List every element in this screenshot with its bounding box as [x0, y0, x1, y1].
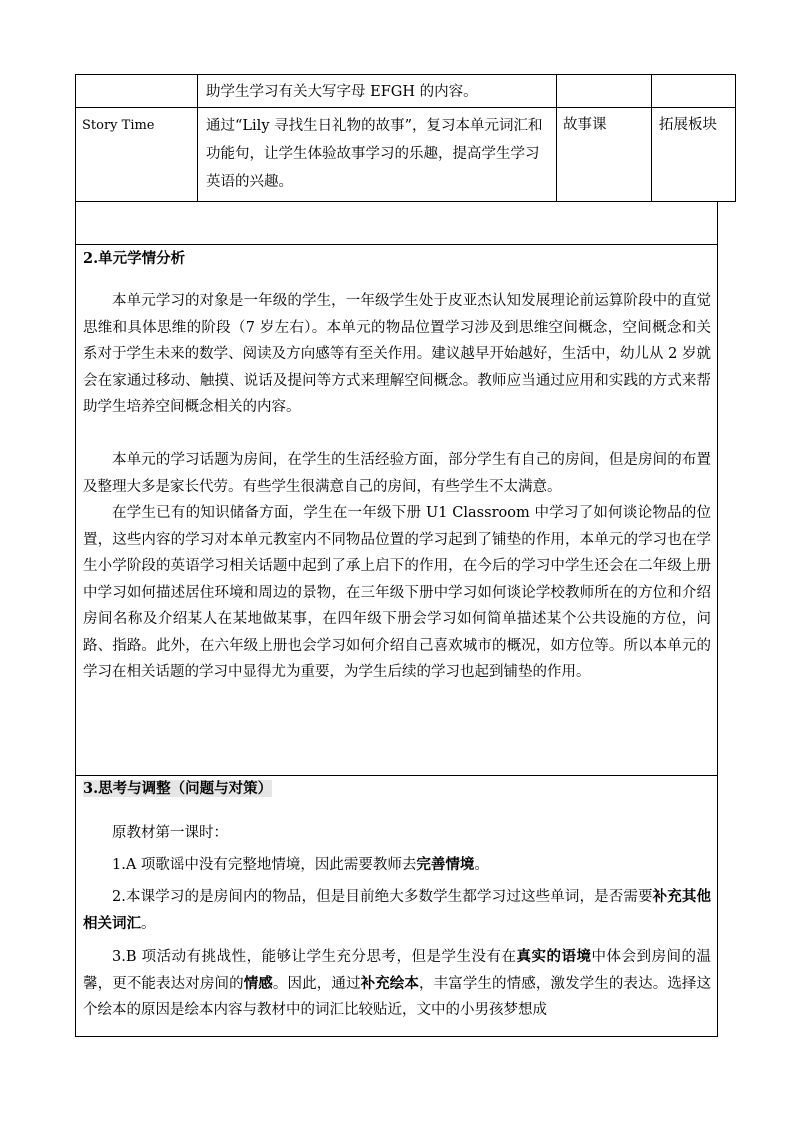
emphasis-text: 完善情境	[416, 856, 475, 873]
section-heading	[83, 778, 272, 800]
table-cell-module: 拓展板块	[659, 117, 717, 133]
emphasis-text: 补充其他相关词汇	[83, 888, 711, 932]
list-item	[83, 944, 711, 1024]
paragraph: 原教材第一课时：	[112, 825, 228, 841]
table-line	[75, 201, 736, 202]
text-run: 。	[474, 857, 489, 873]
text-run: 中体会到房间的温馨，更不能表达对房间的	[83, 949, 712, 992]
text-run: 2.本课学习的是房间内的物品，但是目前绝大多数学生都学习过这些单词，是否需要	[112, 889, 653, 905]
table-line	[735, 74, 736, 202]
paragraph: 本单元的学习话题为房间，在学生的生活经验方面，部分学生有自己的房间，但是房间的布置及整理大多是家长代劳。有些学生很满意自己的房间，有些学生不太满意。	[83, 452, 711, 495]
table-line	[75, 74, 736, 75]
text-run: ，丰富学生的情感，激发学生的表达。选择这个绘本的原因是绘本内容与教材中的词汇比较贴近，文中的小男孩梦想成	[83, 975, 712, 1018]
text-run: 1.A 项歌谣中没有完整地情境，因此需要教师去	[112, 857, 417, 873]
table-line	[75, 775, 718, 776]
table-line	[75, 74, 76, 1037]
text-run: 3.B 项活动有挑战性，能够让学生充分思考，但是学生没有在	[112, 949, 517, 965]
section-heading-text: 3.思考与调整（问题与对策）	[83, 780, 273, 797]
section-heading: 2.单元学情分析	[83, 250, 186, 267]
text-run: 。因此，通过	[272, 975, 361, 992]
table-line	[75, 107, 736, 108]
emphasis-text: 补充绘本	[360, 974, 419, 992]
paragraph: 本单元学习的对象是一年级的学生，一年级学生处于皮亚杰认知发展理论前运算阶段中的直觉思维和具体思维的阶段（7 岁左右）。本单元的物品位置学习涉及到思维空间概念，空间概念和关系对于学生未来的数学、阅读及方向感等有至关作用。建议越早开始越好，生活中，幼儿从 2 岁就会在家通过移动、触摸、说话及提问等方式来理解空间概念。教师应当通过应用和实践的方式来帮助学生培养空间概念相关的内容。	[83, 293, 711, 415]
table-line	[75, 1036, 718, 1037]
text-run: 。	[141, 915, 156, 932]
table-line	[556, 74, 557, 202]
paragraph: 在学生已有的知识储备方面，学生在一年级下册 U1 Classroom 中学习了如何谈论物品的位置，这些内容的学习对本单元教室内不同物品位置的学习起到了铺垫的作用，本单元的学习也在学生小学阶段的英语学习相关话题中起到了承上启下的作用，在今后的学习中学生还会在二年级上册中学习如何描述居住环境和周边的景物，在三年级下册中学习如何谈论学校教师所在的方位和介绍房间名称及介绍某人在某地做某事，在四年级下册会学习如何简单描述某个公共设施的方位，问路、指路。此外，在六年级上册也会学习如何介绍自己喜欢城市的概况，如方位等。所以本单元的学习在相关话题的学习中显得尤为重要，为学生后续的学习也起到铺垫的作用。	[83, 505, 711, 680]
table-line	[75, 244, 718, 245]
list-item	[83, 852, 711, 879]
table-line	[717, 201, 718, 1037]
emphasis-text: 真实的语境	[516, 948, 592, 965]
table-cell-content: 助学生学习有关大写字母 EFGH 的内容。	[206, 84, 478, 100]
table-line	[651, 74, 652, 202]
table-line	[197, 74, 198, 202]
list-item	[83, 884, 711, 937]
table-cell-type: 故事课	[563, 117, 607, 133]
table-cell-title: Story Time	[82, 118, 155, 133]
table-cell-content: 通过“Lily 寻找生日礼物的故事”，复习本单元词汇和功能句，让学生体验故事学习的乐趣，提高学生学习英语的兴趣。	[206, 118, 543, 190]
emphasis-text: 情感	[243, 974, 273, 992]
